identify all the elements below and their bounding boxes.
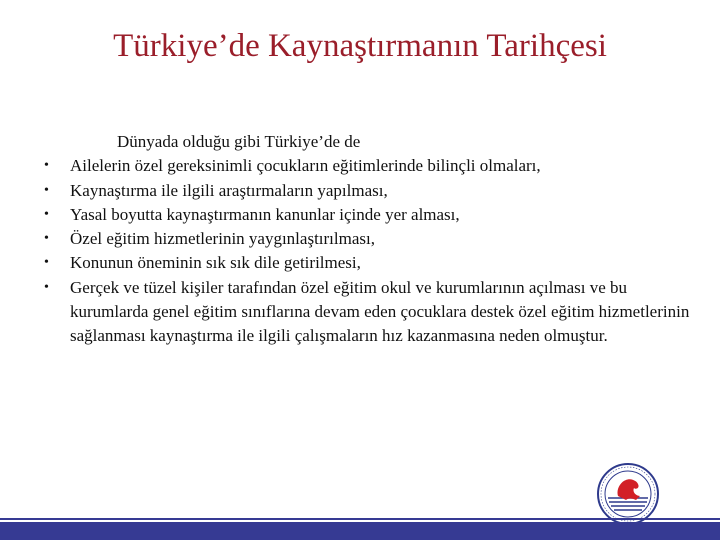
- bottom-divider: [0, 518, 720, 520]
- bullet-icon: •: [44, 158, 49, 174]
- university-logo: [596, 462, 660, 526]
- list-item-text: Ailelerin özel gereksinimli çocukların eğitimlerinde bilinçli olmaları,: [70, 156, 541, 176]
- list-item: [44, 251, 694, 275]
- bullet-icon: •: [44, 182, 49, 198]
- bullet-list: [44, 154, 694, 348]
- list-item-text: Konunun öneminin sık sık dile getirilmesi,: [70, 253, 361, 273]
- bullet-icon: •: [44, 231, 49, 247]
- slide-body: [44, 130, 694, 349]
- list-item-text: Gerçek ve tüzel kişiler tarafından özel eğitim okul ve kurumlarının açılması ve bu kurumlarda genel eğitim sınıflarına devam eden çocuklara destek özel eğitim hizmetlerinin sağlanması kaynaştırma ile ilgili çalışmaların hız kazanmasına neden olmuştur.: [70, 277, 690, 346]
- bottom-bar: [0, 522, 720, 540]
- bullet-icon: •: [44, 255, 49, 271]
- list-item: [44, 179, 694, 203]
- list-item: [44, 154, 694, 178]
- list-item: [44, 227, 694, 251]
- bullet-icon: •: [44, 206, 49, 222]
- bullet-icon: •: [44, 279, 49, 295]
- list-item-text: Özel eğitim hizmetlerinin yaygınlaştırılması,: [70, 229, 375, 249]
- slide-title: Türkiye’de Kaynaştırmanın Tarihçesi: [113, 28, 607, 64]
- intro-text: Dünyada olduğu gibi Türkiye’de de: [117, 132, 361, 151]
- list-item-text: Yasal boyutta kaynaştırmanın kanunlar içinde yer alması,: [70, 204, 460, 224]
- list-item: [44, 203, 694, 227]
- list-item-text: Kaynaştırma ile ilgili araştırmaların yapılması,: [70, 180, 388, 200]
- list-item: [44, 276, 694, 349]
